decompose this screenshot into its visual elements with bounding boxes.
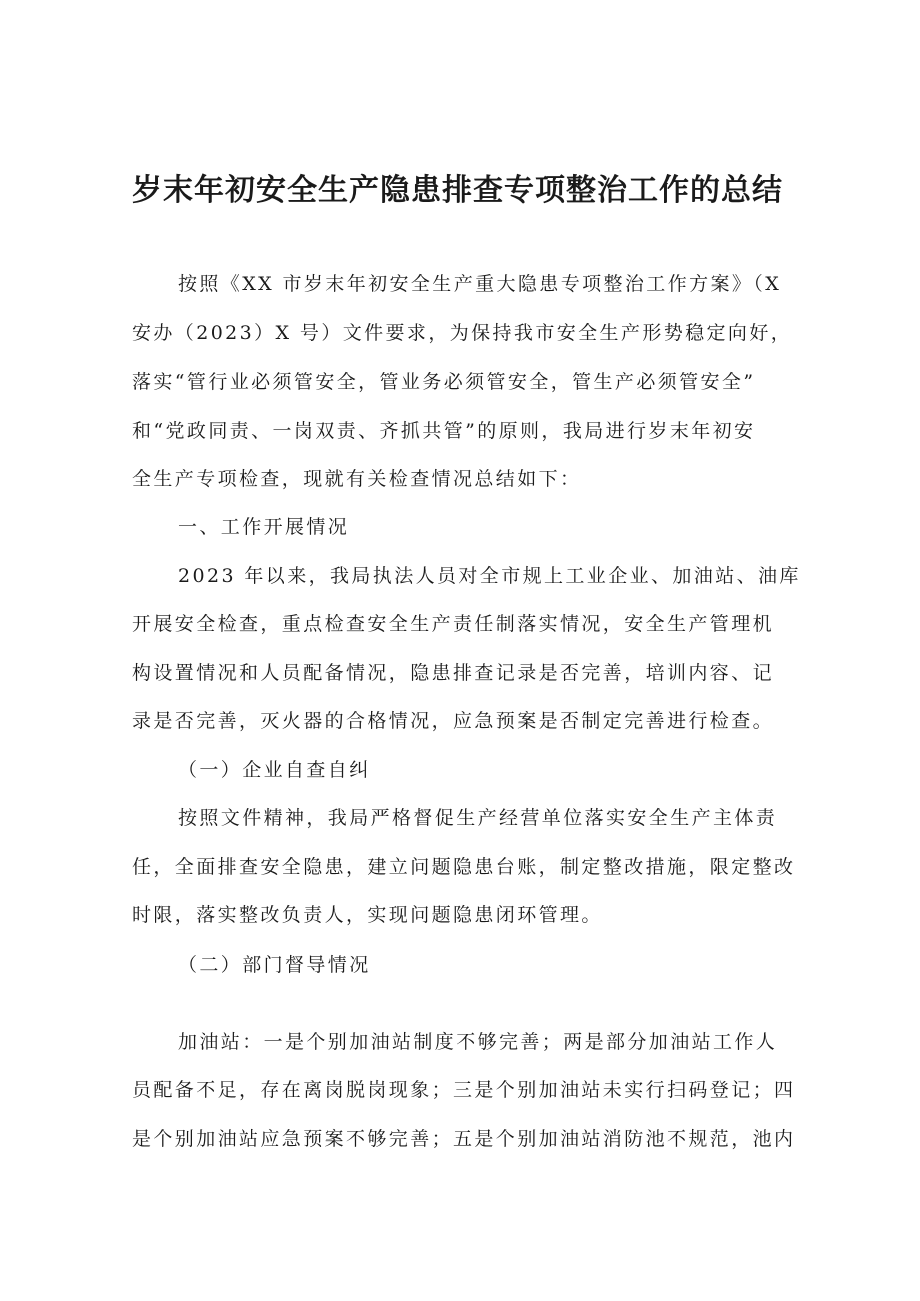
subsection-heading-2: （二）部门督导情况 xyxy=(178,954,371,976)
intro-line-1: 按照《XX 市岁末年初安全生产重大隐患专项整治工作方案》（X xyxy=(178,273,782,295)
intro-line-2: 安办（2023）X 号）文件要求，为保持我市安全生产形势稳定向好， xyxy=(132,322,793,344)
sub2-line-2: 员配备不足，存在离岗脱岗现象；三是个别加油站未实行扫码登记；四 xyxy=(132,1079,796,1101)
intro-line-4: 和“党政同责、一岗双责、齐抓共管”的原则，我局进行岁末年初安 xyxy=(132,420,756,442)
sub2-line-1: 加油站：一是个别加油站制度不够完善；两是部分加油站工作人 xyxy=(178,1031,778,1053)
sub1-line-1: 按照文件精神，我局严格督促生产经营单位落实安全生产主体责 xyxy=(178,807,778,829)
section-heading-1: 一、工作开展情况 xyxy=(178,516,350,538)
intro-line-3: 落实“管行业必须管安全，管业务必须管安全，管生产必须管安全” xyxy=(132,371,756,393)
page-title: 岁末年初安全生产隐患排查专项整治工作的总结 xyxy=(132,173,783,208)
section1-line-3: 构设置情况和人员配备情况，隐患排查记录是否完善，培训内容、记 xyxy=(132,662,775,684)
section1-line-1: 2023 年以来，我局执法人员对全市规上工业企业、加油站、油库 xyxy=(178,565,801,587)
section1-line-2: 开展安全检查，重点检查安全生产责任制落实情况，安全生产管理机 xyxy=(132,613,775,635)
sub2-line-3: 是个别加油站应急预案不够完善；五是个别加油站消防池不规范，池内 xyxy=(132,1128,796,1150)
subsection-heading-1: （一）企业自查自纠 xyxy=(178,759,371,781)
sub1-line-2: 任，全面排查安全隐患，建立问题隐患台账，制定整改措施，限定整改 xyxy=(132,856,796,878)
section1-line-4: 录是否完善，灭火器的合格情况，应急预案是否制定完善进行检查。 xyxy=(132,710,775,732)
intro-line-5: 全生产专项检查，现就有关检查情况总结如下： xyxy=(132,468,582,490)
sub1-line-3: 时限，落实整改负责人，实现问题隐患闭环管理。 xyxy=(132,904,603,926)
